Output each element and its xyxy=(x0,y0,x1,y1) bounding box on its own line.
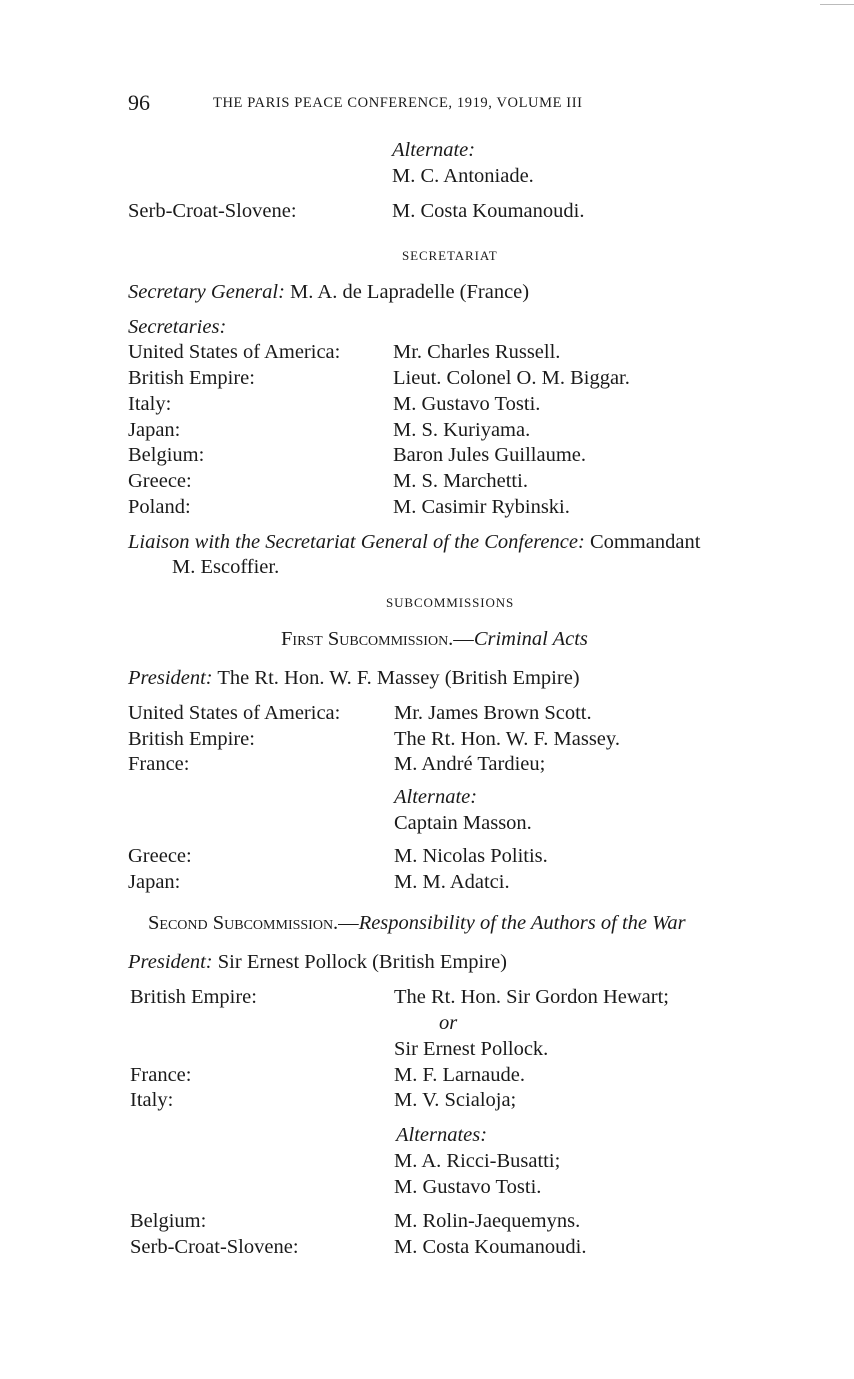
delegate-name: M. S. Marchetti. xyxy=(393,470,528,492)
delegate-name: Mr. Charles Russell. xyxy=(393,341,561,363)
country-label: Greece: xyxy=(128,470,192,492)
first-subcommission-title xyxy=(281,629,588,650)
liaison-name-part1: Commandant xyxy=(589,531,701,553)
country-label: British Empire: xyxy=(128,728,255,750)
section-heading-secretariat: SECRETARIAT xyxy=(402,248,498,263)
secretary-general-name: M. A. de Lapradelle (France) xyxy=(290,281,530,303)
president-name: The Rt. Hon. W. F. Massey (British Empire) xyxy=(217,667,580,689)
country-label: Poland: xyxy=(128,496,191,518)
country-label: France: xyxy=(128,753,190,775)
secretary-general-label: Secretary General: xyxy=(128,281,285,303)
alternate-label: Alternate: xyxy=(392,139,476,161)
country-label: United States of America: xyxy=(128,702,341,724)
alternates-label: Alternates: xyxy=(396,1124,488,1146)
delegate-name: M. André Tardieu; xyxy=(394,753,546,775)
president-label: President: xyxy=(128,667,213,689)
subcommission-name: Second Subcommission.— xyxy=(148,912,359,934)
delegate-name: Lieut. Colonel O. M. Biggar. xyxy=(393,367,630,389)
country-label: British Empire: xyxy=(128,367,255,389)
alternate-name: M. A. Ricci-Busatti; xyxy=(394,1150,561,1172)
delegate-name: M. V. Scialoja; xyxy=(394,1089,517,1111)
second-subcommission-title xyxy=(148,913,686,934)
country-label: France: xyxy=(130,1064,192,1086)
section-heading-subcommissions: SUBCOMMISSIONS xyxy=(386,595,515,610)
delegate-name: Mr. James Brown Scott. xyxy=(394,702,592,724)
subcommission-topic: Criminal Acts xyxy=(473,628,588,650)
secretary-general-line xyxy=(128,282,529,303)
delegate-name: Baron Jules Guillaume. xyxy=(393,444,587,466)
country-label: Greece: xyxy=(128,845,192,867)
country-label: Japan: xyxy=(128,871,181,893)
president-name: Sir Ernest Pollock (British Empire) xyxy=(217,951,508,973)
country-label: British Empire: xyxy=(130,986,257,1008)
page-number: 96 xyxy=(128,90,150,115)
country-label: United States of America: xyxy=(128,341,341,363)
subcommission-topic: Responsibility of the Authors of the War xyxy=(358,912,686,934)
country-label: Serb-Croat-Slovene: xyxy=(130,1236,299,1258)
delegate-name: The Rt. Hon. Sir Gordon Hewart; xyxy=(394,986,669,1008)
delegate-name: M. S. Kuriyama. xyxy=(393,419,531,441)
country-label: Serb-Croat-Slovene: xyxy=(128,200,297,222)
delegate-name: M. Gustavo Tosti. xyxy=(393,393,541,415)
liaison-line xyxy=(128,532,700,553)
secretaries-label: Secretaries: xyxy=(128,316,227,338)
delegate-name: M. Rolin-Jaequemyns. xyxy=(394,1210,581,1232)
alternate-label: Alternate: xyxy=(394,786,478,808)
edge-mark xyxy=(820,4,854,5)
alternate-name: Captain Masson. xyxy=(394,812,532,834)
delegate-name: M. F. Larnaude. xyxy=(394,1064,526,1086)
country-label: Belgium: xyxy=(130,1210,207,1232)
second-president-line xyxy=(128,952,507,973)
country-label: Italy: xyxy=(130,1089,174,1111)
delegate-name: Sir Ernest Pollock. xyxy=(394,1038,549,1060)
country-label: Belgium: xyxy=(128,444,205,466)
liaison-name-part2: M. Escoffier. xyxy=(172,556,280,578)
liaison-label: Liaison with the Secretariat General of the Conference: xyxy=(128,531,585,553)
delegate-name: M. M. Adatci. xyxy=(394,871,510,893)
alternate-name: M. C. Antoniade. xyxy=(392,165,534,187)
subcommission-name: First Subcommission.— xyxy=(281,628,474,650)
delegate-name: M. Costa Koumanoudi. xyxy=(394,1236,587,1258)
delegate-name: M. Casimir Rybinski. xyxy=(393,496,570,518)
president-label: President: xyxy=(128,951,213,973)
running-title: THE PARIS PEACE CONFERENCE, 1919, VOLUME III xyxy=(213,95,583,111)
delegate-name: The Rt. Hon. W. F. Massey. xyxy=(394,728,620,750)
alternate-name: M. Gustavo Tosti. xyxy=(394,1176,542,1198)
country-label: Italy: xyxy=(128,393,172,415)
delegate-name: M. Nicolas Politis. xyxy=(394,845,548,867)
or-connector: or xyxy=(439,1012,458,1034)
country-label: Japan: xyxy=(128,419,181,441)
delegate-name: M. Costa Koumanoudi. xyxy=(392,200,585,222)
first-president-line xyxy=(128,668,580,689)
